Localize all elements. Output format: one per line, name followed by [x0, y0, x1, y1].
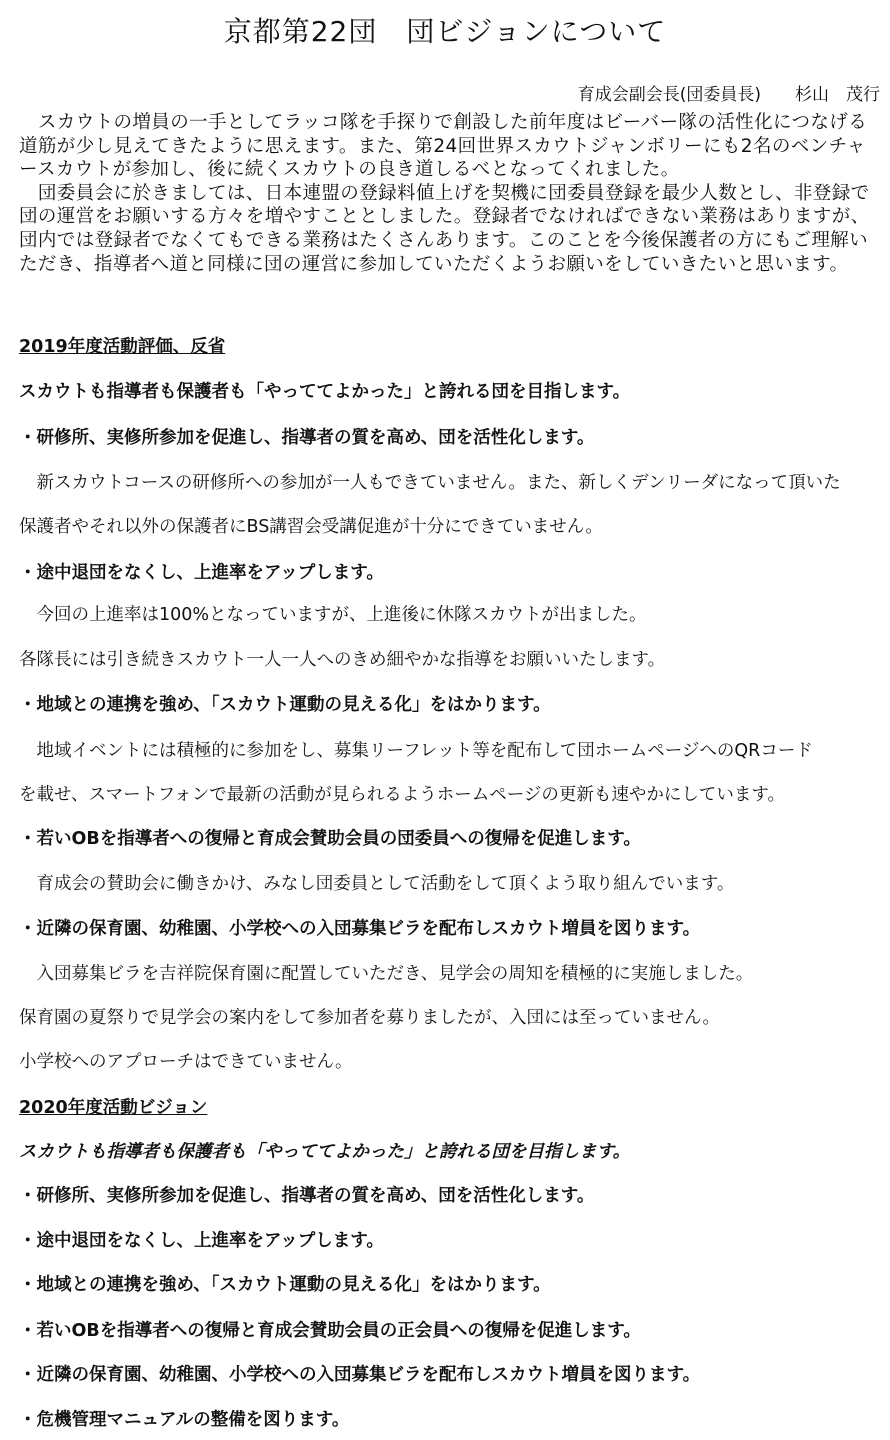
goal-text: 各隊長には引き続きスカウト一人一人へのきめ細やかな指導をお願いいたします。 — [19, 650, 666, 670]
document-title: 京都第22団 団ビジョンについて — [223, 15, 667, 48]
intro-paragraph: 団委員会に於きましては、日本連盟の登録料値上げを契機に団委員登録を最少人数とし、非登録で団の運営をお願いする方々を増やすこととしました。登録者でなければできない業務はありますが、団内では登録者でなくてもできる業務はたくさんあります。このことを今後保護者の方にもご理解いただき、指導者へ道と同様に団の運営に参加していただくようお願いをしていきたいと思います。 — [19, 182, 870, 275]
intro-text — [19, 111, 879, 276]
goal-title: ・研修所、実修所参加を促進し、指導者の質を高め、団を活性化します。 — [19, 428, 595, 448]
goal-text: 育成会の賛助会に働きかけ、みなし団委員として活動をして頂くよう取り組んでいます。 — [19, 874, 735, 894]
author-line: 育成会副会長(団委員長) 杉山 茂行 — [577, 85, 880, 105]
goal-text: 入団募集ビラを吉祥院保育園に配置していただき、見学会の周知を積極的に実施しました。 — [19, 964, 754, 984]
goal-text: を載せ、スマートフォンで最新の活動が見られるようホームページの更新も速やかにしています。 — [19, 785, 785, 805]
vision-item: ・途中退団をなくし、上進率をアップします。 — [19, 1231, 384, 1251]
goal-title: ・近隣の保育園、幼稚園、小学校への入団募集ビラを配布しスカウト増員を図ります。 — [19, 919, 701, 939]
vision-item: ・研修所、実修所参加を促進し、指導者の質を高め、団を活性化します。 — [19, 1186, 595, 1206]
section-heading-2019: 2019年度活動評価、反省 — [19, 337, 226, 357]
goal-title: ・地域との連携を強め、「スカウト運動の見える化」をはかります。 — [19, 695, 551, 715]
goal-text: 保護者やそれ以外の保護者にBS講習会受講促進が十分にできていません。 — [19, 517, 603, 537]
vision-item: ・若いOBを指導者への復帰と育成会賛助会員の正会員への復帰を促進します。 — [19, 1321, 641, 1341]
goal-text: 保育園の夏祭りで見学会の案内をして参加者を募りましたが、入団には至っていません。 — [19, 1008, 721, 1028]
vision-item: ・近隣の保育園、幼稚園、小学校への入団募集ビラを配布しスカウト増員を図ります。 — [19, 1365, 701, 1385]
goal-text: 今回の上進率は100%となっていますが、上進後に休隊スカウトが出ました。 — [19, 605, 647, 625]
goal-text: 小学校へのアプローチはできていません。 — [19, 1052, 353, 1072]
vision-item: ・地域との連携を強め、「スカウト運動の見える化」をはかります。 — [19, 1275, 551, 1295]
goal-text: 新スカウトコースの研修所への参加が一人もできていません。また、新しくデンリーダになって頂いた — [19, 473, 841, 493]
motto-2020: スカウトも指導者も保護者も「やっててよかった」と誇れる団を目指します。 — [19, 1142, 631, 1162]
goal-text: 地域イベントには積極的に参加をし、募集リーフレット等を配布して団ホームページへのQRコード — [19, 741, 813, 761]
motto-2019: スカウトも指導者も保護者も「やっててよかった」と誇れる団を目指します。 — [19, 382, 631, 402]
intro-paragraph: スカウトの増員の一手としてラッコ隊を手探りで創設した前年度はビーバー隊の活性化につなげる道筋が少し見えてきたように思えます。また、第24回世界スカウトジャンボリーにも2名のベンチャースカウトが参加し、後に続くスカウトの良き道しるべとなってくれました。 — [19, 112, 868, 181]
vision-item: ・危機管理マニュアルの整備を図ります。 — [19, 1410, 350, 1430]
goal-title: ・途中退団をなくし、上進率をアップします。 — [19, 563, 384, 583]
goal-title: ・若いOBを指導者への復帰と育成会賛助会員の団委員への復帰を促進します。 — [19, 829, 641, 849]
section-heading-2020: 2020年度活動ビジョン — [19, 1098, 208, 1118]
